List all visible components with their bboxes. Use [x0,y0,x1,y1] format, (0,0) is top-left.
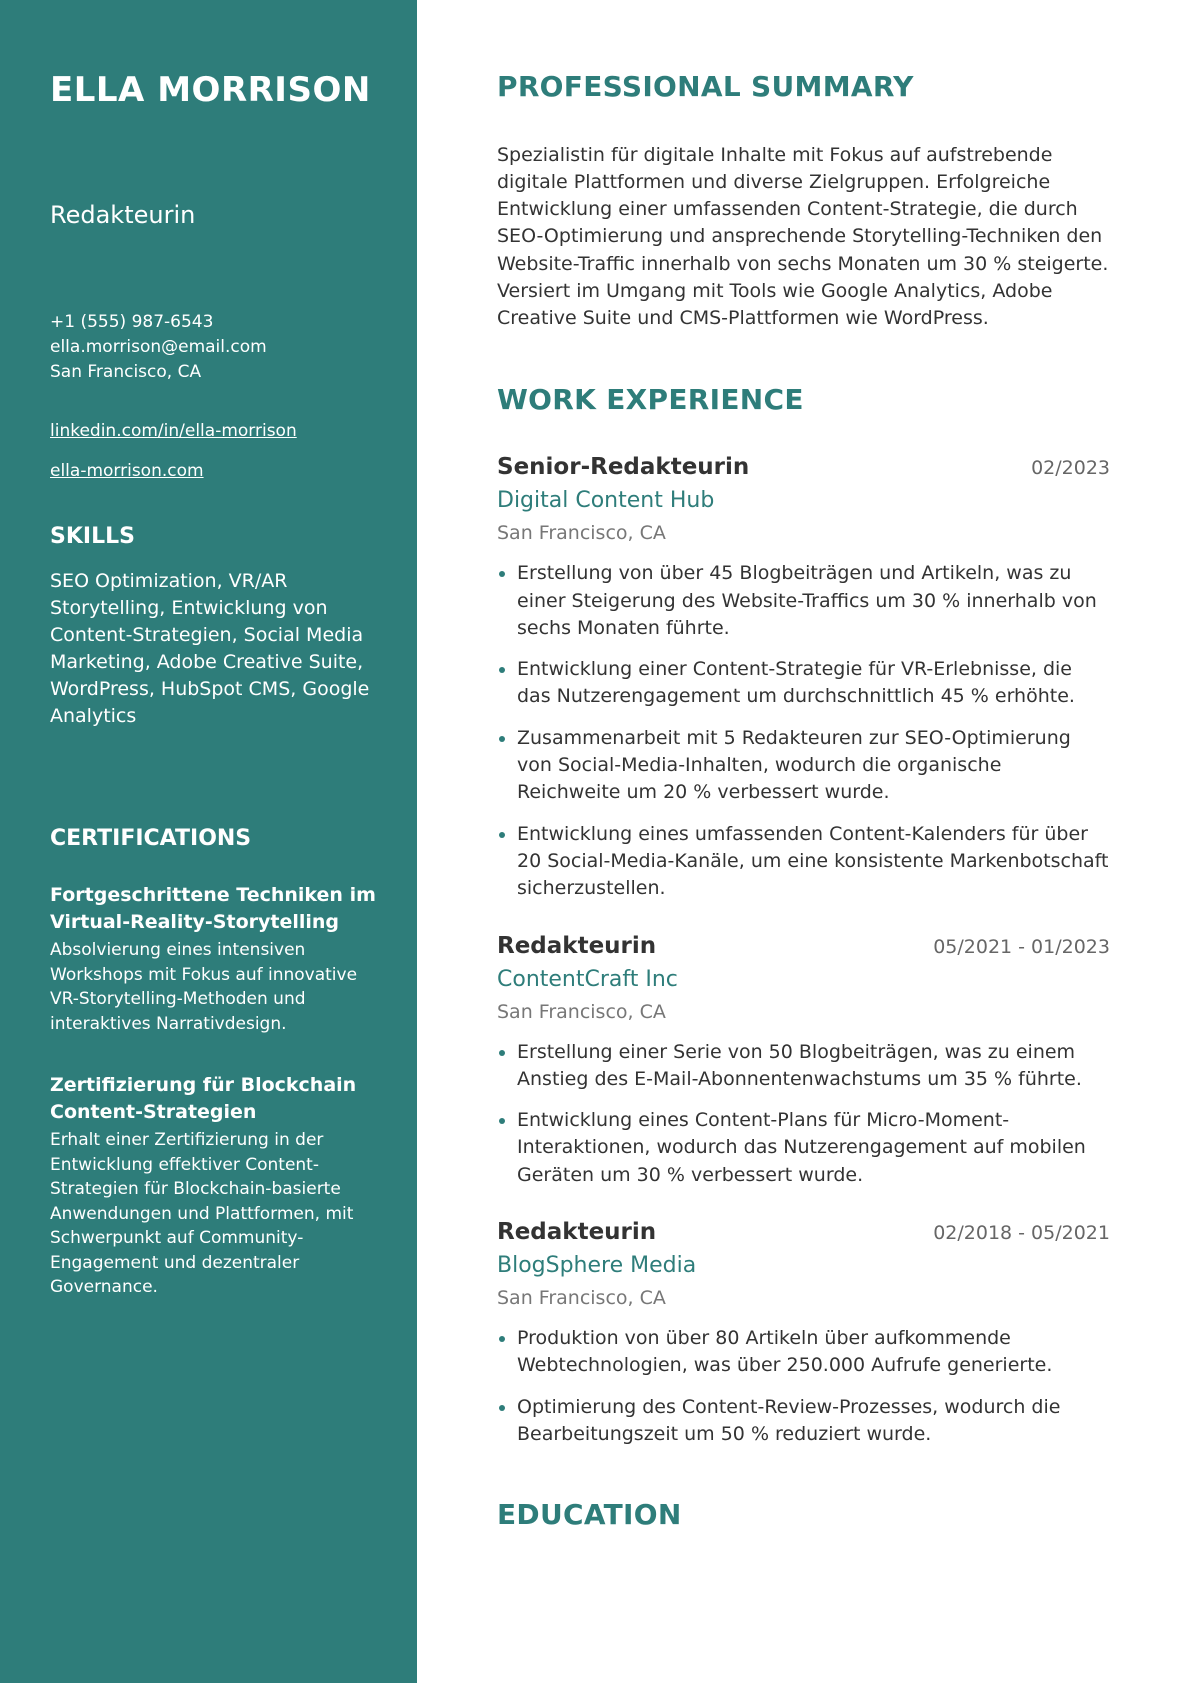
job-entry [497,1219,1110,1448]
certifications-list [50,882,377,1300]
contact-location: San Francisco, CA [50,361,202,382]
list-item: Zusammenarbeit mit 5 Redakteuren zur SEO-Optimierung von Social-Media-Inhalten, wodurch die organische Reichweite um 20 % verbessert wurde. [497,725,1110,807]
list-item: Entwicklung eines umfassenden Content-Kalenders für über 20 Social-Media-Kanäle, um eine konsistente Markenbotschaft sicherzustellen. [497,821,1110,903]
linkedin-link[interactable]: linkedin.com/in/ella-morrison [50,420,297,441]
contact-info [50,310,377,385]
job-entry [497,933,1110,1189]
work-experience-heading: WORK EXPERIENCE [497,382,804,416]
job-date: 02/2018 - 05/2021 [933,1222,1110,1245]
list-item: Entwicklung einer Content-Strategie für VR-Erlebnisse, die das Nutzerengagement um durchschnittlich 45 % erhöhte. [497,656,1110,711]
certification-item [50,1072,377,1300]
candidate-name: ELLA MORRISON [50,70,371,110]
email-address: ella.morrison@email.com [50,336,267,357]
company-name: BlogSphere Media [497,1253,697,1279]
sidebar [0,0,417,1683]
website-link[interactable]: ella-morrison.com [50,460,204,481]
certification-title: Zertifizierung für Blockchain Content-Strategien [50,1074,357,1124]
job-date: 05/2021 - 01/2023 [933,935,1110,958]
education-heading: EDUCATION [497,1498,682,1532]
profile-links [50,419,377,484]
summary-heading: PROFESSIONAL SUMMARY [497,70,914,103]
summary-text: Spezialistin für digitale Inhalte mit Fokus auf aufstrebende digitale Plattformen und diverse Zielgruppen. Erfolgreiche Entwicklung einer umfassenden Content-Strategie, die durch SEO-Optimierung und ansprechende Storytelling-Techniken den Website-Traffic innerhalb von sechs Monaten um 30 % steigerte. Versiert im Umgang mit Tools wie Google Analytics, Adobe Creative Suite und CMS-Plattformen wie WordPress. [497,143,1109,330]
skills-heading: SKILLS [50,523,135,549]
job-bullets [497,1039,1110,1189]
main-content [417,0,1190,1683]
job-header [497,933,1110,959]
skills-list: SEO Optimization, VR/AR Storytelling, Entwicklung von Content-Strategien, Social Media Marketing, Adobe Creative Suite, WordPress, HubSpot CMS, Google Analytics [50,569,370,727]
phone-number: +1 (555) 987-6543 [50,311,214,332]
job-title: Senior-Redakteurin [497,454,750,481]
certification-item [50,882,377,1036]
job-bullets [497,1325,1110,1448]
certifications-heading: CERTIFICATIONS [50,825,252,851]
certification-description: Absolvierung eines intensiven Workshops mit Fokus auf innovative VR-Storytelling-Methoden und interaktives Narrativdesign. [50,940,358,1034]
job-title: Redakteurin [497,932,657,959]
company-name: ContentCraft Inc [497,966,678,992]
list-item: Optimierung des Content-Review-Prozesses, wodurch die Bearbeitungszeit um 50 % reduziert wurde. [497,1394,1110,1449]
company-name: Digital Content Hub [497,488,715,514]
job-header [497,1219,1110,1245]
list-item: Erstellung einer Serie von 50 Blogbeiträgen, was zu einem Anstieg des E-Mail-Abonnentenwachstums um 35 % führte. [497,1039,1110,1094]
certification-description: Erhalt einer Zertifizierung in der Entwicklung effektiver Content-Strategien für Blockchain-basierte Anwendungen und Plattformen, mit Schwerpunkt auf Community-Engagement und dezentraler Governance. [50,1130,354,1298]
job-location: San Francisco, CA [497,1000,666,1023]
job-header [497,454,1110,480]
job-bullets [497,560,1110,902]
job-entry [497,454,1110,902]
list-item: Erstellung von über 45 Blogbeiträgen und Artikeln, was zu einer Steigerung des Website-Traffics um 30 % innerhalb von sechs Monaten führte. [497,560,1110,642]
list-item: Entwicklung eines Content-Plans für Micro-Moment-Interaktionen, wodurch das Nutzerengagement auf mobilen Geräten um 30 % verbessert wurde. [497,1107,1110,1189]
certification-title: Fortgeschrittene Techniken im Virtual-Reality-Storytelling [50,884,376,934]
job-location: San Francisco, CA [497,522,666,545]
candidate-role: Redakteurin [50,200,196,229]
job-location: San Francisco, CA [497,1287,666,1310]
list-item: Produktion von über 80 Artikeln über aufkommende Webtechnologien, was über 250.000 Aufrufe generierte. [497,1325,1110,1380]
job-date: 02/2023 [1031,457,1110,480]
job-title: Redakteurin [497,1219,657,1246]
